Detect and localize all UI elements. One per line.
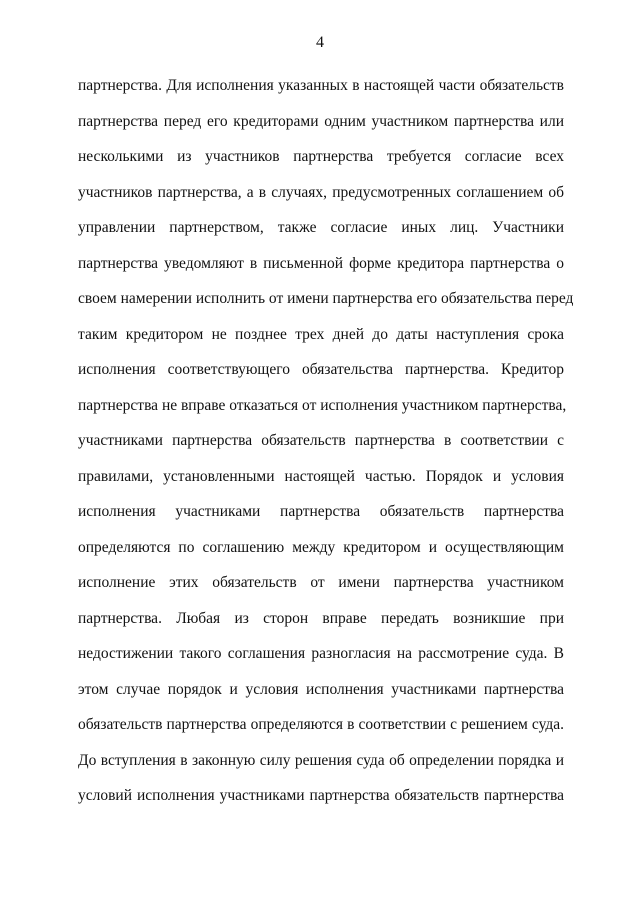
text-line-20: До вступления в законную силу решения суда об определении порядка и xyxy=(78,751,564,769)
text-line-21: условий исполнения участниками партнерства обязательств партнерства xyxy=(78,787,564,804)
text-line-4: участников партнерства, а в случаях, предусмотренных соглашением об xyxy=(78,183,564,201)
text-line-8: таким кредитором не позднее трех дней до даты наступления срока xyxy=(78,325,564,343)
text-line-1: партнерства. Для исполнения указанных в настоящей части обязательств xyxy=(78,77,564,94)
text-line-6: партнерства уведомляют в письменной форме кредитора партнерства о xyxy=(78,254,564,272)
text-line-9: исполнения соответствующего обязательства партнерства. Кредитор xyxy=(78,361,564,378)
text-line-5: управлении партнерством, также согласие иных лиц. Участники xyxy=(78,219,564,236)
page-number: 4 xyxy=(316,34,324,51)
text-line-3: несколькими из участников партнерства требуется согласие всех xyxy=(78,148,564,165)
text-line-7: своем намерении исполнить от имени партнерства его обязательства перед xyxy=(78,290,574,307)
text-line-15: исполнение этих обязательств от имени партнерства участником xyxy=(78,574,564,591)
text-line-11: участниками партнерства обязательств партнерства в соответствии с xyxy=(78,432,564,449)
text-line-16: партнерства. Любая из сторон вправе передать возникшие при xyxy=(78,609,564,627)
body-text xyxy=(78,68,574,814)
text-line-17: недостижении такого соглашения разногласия на рассмотрение суда. В xyxy=(78,645,564,662)
text-line-2: партнерства перед его кредиторами одним участником партнерства или xyxy=(78,112,564,130)
text-line-13: исполнения участниками партнерства обязательств партнерства xyxy=(78,503,564,520)
text-line-14: определяются по соглашению между кредитором и осуществляющим xyxy=(78,538,564,556)
text-line-18: этом случае порядок и условия исполнения участниками партнерства xyxy=(78,680,564,698)
text-line-12: правилами, установленными настоящей частью. Порядок и условия xyxy=(78,467,564,485)
text-line-10: партнерства не вправе отказаться от исполнения участником партнерства, xyxy=(78,396,567,414)
text-line-19: обязательств партнерства определяются в соответствии с решением суда. xyxy=(78,716,564,733)
